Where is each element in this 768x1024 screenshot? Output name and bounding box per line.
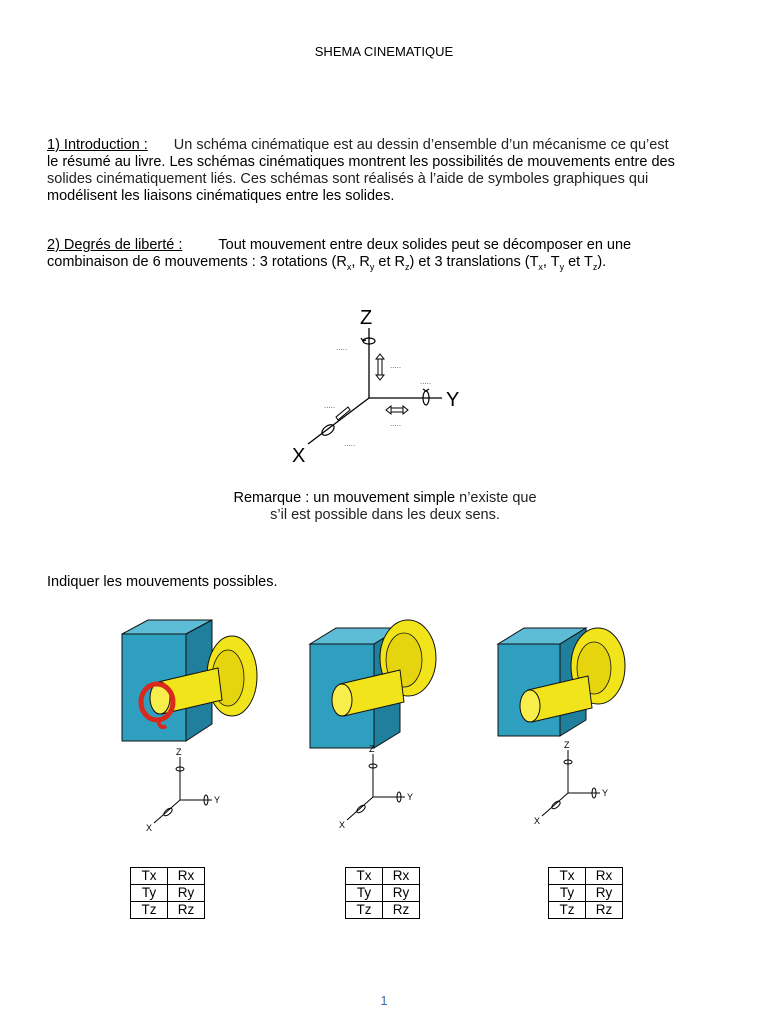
table-cell[interactable]: Rz xyxy=(383,902,420,919)
table-row xyxy=(131,868,205,885)
small-x-label-1: X xyxy=(146,823,153,833)
dof-text-1: Tout mouvement entre deux solides peut se décomposer en une xyxy=(218,237,632,253)
instruction: Indiquer les mouvements possibles. xyxy=(47,574,278,590)
x-axis-label: X xyxy=(292,445,306,467)
table-cell[interactable]: Tz xyxy=(346,902,383,919)
small-z-label-2: Z xyxy=(369,744,375,754)
small-z-label-1: Z xyxy=(176,747,182,757)
mechanism-2-illustration xyxy=(306,614,456,749)
small-y-label-2: Y xyxy=(407,792,414,802)
dof-paragraph xyxy=(47,237,727,276)
mechanism-1-illustration xyxy=(118,616,268,751)
placeholder-dots-tx: ..... xyxy=(324,401,336,410)
table-row xyxy=(549,868,623,885)
rotation-ry-icon xyxy=(423,389,429,405)
intro-text-1: Un schéma cinématique est au dessin d’ensemble d’un mécanisme ce qu’est xyxy=(173,137,669,153)
small-y-label-3: Y xyxy=(602,788,609,798)
x-axis xyxy=(308,398,369,444)
table-row xyxy=(346,902,420,919)
table-cell[interactable]: Rz xyxy=(586,902,623,919)
intro-line-1 xyxy=(47,137,727,154)
translation-ty-icon xyxy=(386,406,408,414)
intro-line-3: solides cinématiquement liés. Ces schémas sont réalisés à l’aide de symboles graphiques qui xyxy=(47,171,649,187)
table-cell[interactable]: Ry xyxy=(168,885,205,902)
movement-table-2 xyxy=(345,867,420,919)
placeholder-dots-ry: ..... xyxy=(420,377,432,386)
remark-line-2: s’il est possible dans les deux sens. xyxy=(270,507,500,523)
rotation-rz-icon xyxy=(361,338,375,344)
small-axes-1 xyxy=(140,745,230,835)
small-x-label-3: X xyxy=(534,816,541,826)
small-axes-2 xyxy=(333,742,423,832)
small-z-label-3: Z xyxy=(564,740,570,750)
dof-line-2: combinaison de 6 mouvements : 3 rotations ($R_x$, $R_y$ et $R_z$) et 3 translations ($T_x$, $T_y$ et $T_z$). xyxy=(47,254,607,272)
table-cell[interactable]: Ty xyxy=(131,885,168,902)
remark-line-1a: Remarque : un mouvement simple xyxy=(233,490,456,506)
mechanism-3-illustration xyxy=(494,624,644,754)
placeholder-dots-rx: ..... xyxy=(344,439,356,448)
table-cell[interactable]: Rx xyxy=(586,868,623,885)
table-cell[interactable]: Rx xyxy=(168,868,205,885)
table-cell[interactable]: Ty xyxy=(549,885,586,902)
table-row xyxy=(346,885,420,902)
placeholder-dots-ty: ..... xyxy=(390,419,402,428)
movement-table-1 xyxy=(130,867,205,919)
placeholder-dots-tz: ..... xyxy=(390,361,402,370)
small-axes-3 xyxy=(528,738,618,828)
remark xyxy=(200,490,570,524)
table-cell[interactable]: Ry xyxy=(586,885,623,902)
translation-tz-icon xyxy=(376,354,384,380)
table-cell[interactable]: Ty xyxy=(346,885,383,902)
small-y-label-1: Y xyxy=(214,795,221,805)
table-row xyxy=(549,885,623,902)
page-number: 1 xyxy=(380,993,388,1008)
dof-heading: 2) Degrés de liberté : xyxy=(47,237,183,253)
table-cell[interactable]: Rx xyxy=(383,868,420,885)
small-x-label-2: X xyxy=(339,820,346,830)
table-cell[interactable]: Tx xyxy=(131,868,168,885)
table-row xyxy=(131,885,205,902)
intro-paragraph xyxy=(47,137,727,205)
dof-line-1 xyxy=(47,237,727,254)
table-cell[interactable]: Tz xyxy=(549,902,586,919)
intro-line-2: le résumé au livre. Les schémas cinématiques montrent les possibilités de mouvements entre des xyxy=(47,154,675,170)
table-row xyxy=(549,902,623,919)
table-row xyxy=(131,902,205,919)
table-cell[interactable]: Rz xyxy=(168,902,205,919)
document-title: SHEMA CINEMATIQUE xyxy=(314,44,454,59)
axes-diagram xyxy=(270,300,480,470)
table-cell[interactable]: Ry xyxy=(383,885,420,902)
z-axis-label: Z xyxy=(360,307,373,329)
intro-heading: 1) Introduction : xyxy=(47,137,148,153)
movement-table-3 xyxy=(548,867,623,919)
y-axis-label: Y xyxy=(446,389,460,411)
remark-line-1b: n’existe que xyxy=(455,490,537,506)
table-row xyxy=(346,868,420,885)
table-cell[interactable]: Tx xyxy=(346,868,383,885)
intro-line-4: modélisent les liaisons cinématiques entre les solides. xyxy=(47,188,395,204)
placeholder-dots-rz: ..... xyxy=(336,343,348,352)
table-cell[interactable]: Tx xyxy=(549,868,586,885)
table-cell[interactable]: Tz xyxy=(131,902,168,919)
